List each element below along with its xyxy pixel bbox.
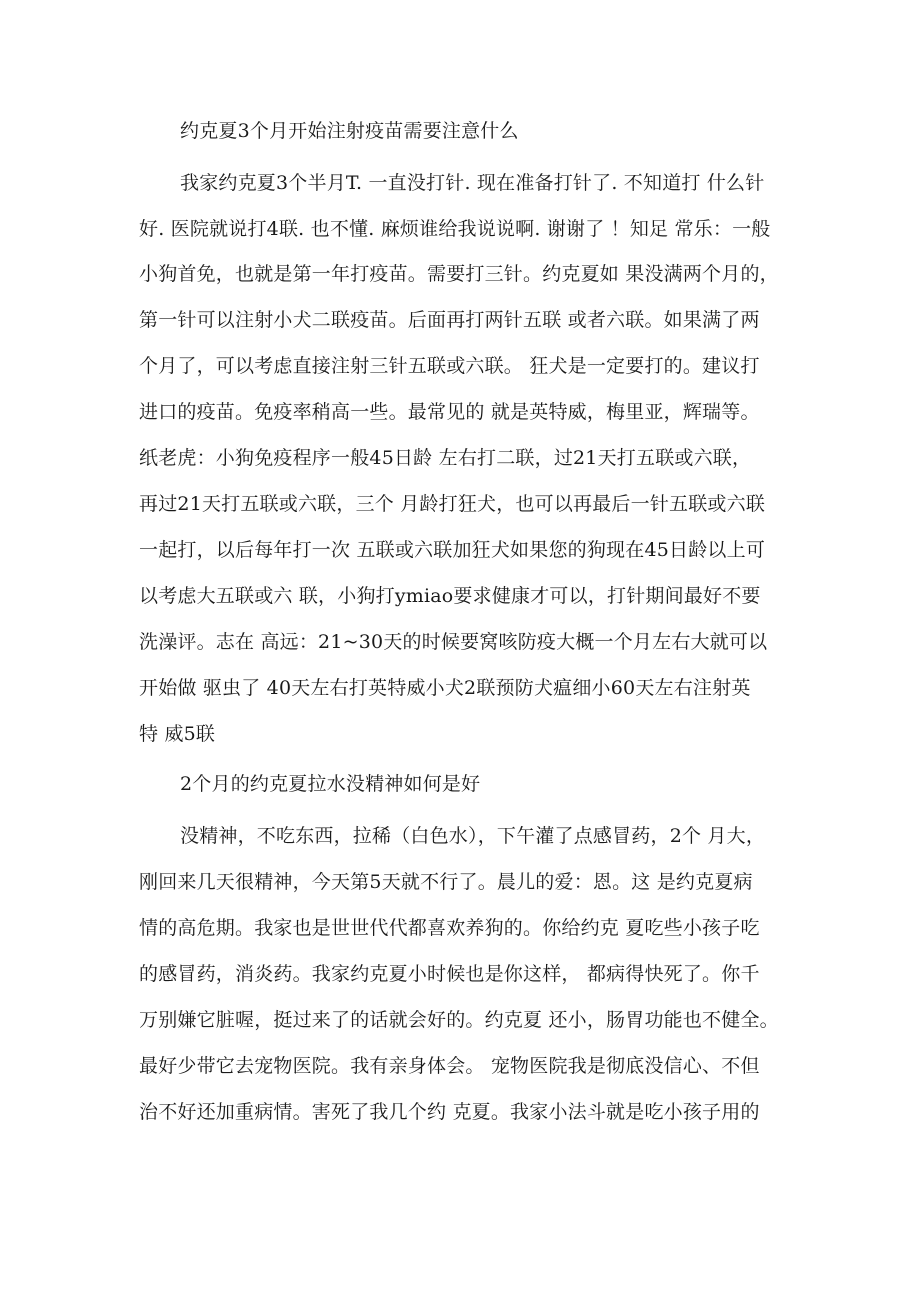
body-line: 一起打，以后每年打一次 五联或六联加狂犬如果您的狗现在45日龄以上可 (139, 539, 766, 561)
body-line: 最好少带它去宠物医院。我有亲身体会。 宠物医院我是彻底没信心、不但 (139, 1055, 760, 1077)
body-line: 小狗首免，也就是第一年打疫苗。需要打三针。约克夏如 果没满两个月的， (139, 263, 779, 285)
body-line: 情的高危期。我家也是世世代代都喜欢养狗的。你给约克 夏吃些小孩子吃 (139, 917, 760, 939)
section-title: 2个月的约克夏拉水没精神如何是好 (180, 773, 481, 795)
body-line: 好. 医院就说打4联. 也不懂. 麻烦谁给我说说啊. 谢谢了 ！知足 常乐：一般 (139, 218, 771, 240)
body-line: 再过21天打五联或六联，三个 月龄打狂犬，也可以再最后一针五联或六联 (139, 493, 766, 515)
body-line: 没精神，不吃东西，拉稀（白色水），下午灌了点感冒药，2个 月大， (180, 825, 766, 847)
body-line: 洗澡评。志在 高远：21~30天的时候要窝咳防疫大概一个月左右大就可以 (139, 631, 768, 653)
body-line: 个月了，可以考虑直接注射三针五联或六联。 狂犬是一定要打的。建议打 (139, 355, 760, 377)
body-line: 治不好还加重病情。害死了我几个约 克夏。我家小法斗就是吃小孩子用的 (139, 1101, 760, 1123)
body-line: 纸老虎：小狗免疫程序一般45日龄 左右打二联，过21天打五联或六联， (139, 447, 752, 469)
body-line: 我家约克夏3个半月T. 一直没打针. 现在准备打针了. 不知道打 什么针 (180, 172, 765, 194)
body-line: 万别嫌它脏喔，挺过来了的话就会好的。约克夏 还小，肠胃功能也不健全。 (139, 1009, 779, 1031)
body-line: 第一针可以注射小犬二联疫苗。后面再打两针五联 或者六联。如果满了两 (139, 309, 760, 331)
section-title: 约克夏3个月开始注射疫苗需要注意什么 (180, 120, 519, 142)
body-line: 刚回来几天很精神，今天第5天就不行了。晨儿的爱：恩。这 是约克夏病 (139, 871, 753, 893)
body-line: 进口的疫苗。免疫率稍高一些。最常见的 就是英特威，梅里亚，辉瑞等。 (139, 401, 760, 423)
body-line: 特 威5联 (139, 723, 216, 745)
body-line: 开始做 驱虫了 40天左右打英特威小犬2联预防犬瘟细小60天左右注射英 (139, 677, 751, 699)
body-line: 以考虑大五联或六 联，小狗打ymiao要求健康才可以，打针期间最好不要 (139, 585, 761, 607)
body-line: 的感冒药，消炎药。我家约克夏小时候也是你这样， 都病得快死了。你千 (139, 963, 760, 985)
